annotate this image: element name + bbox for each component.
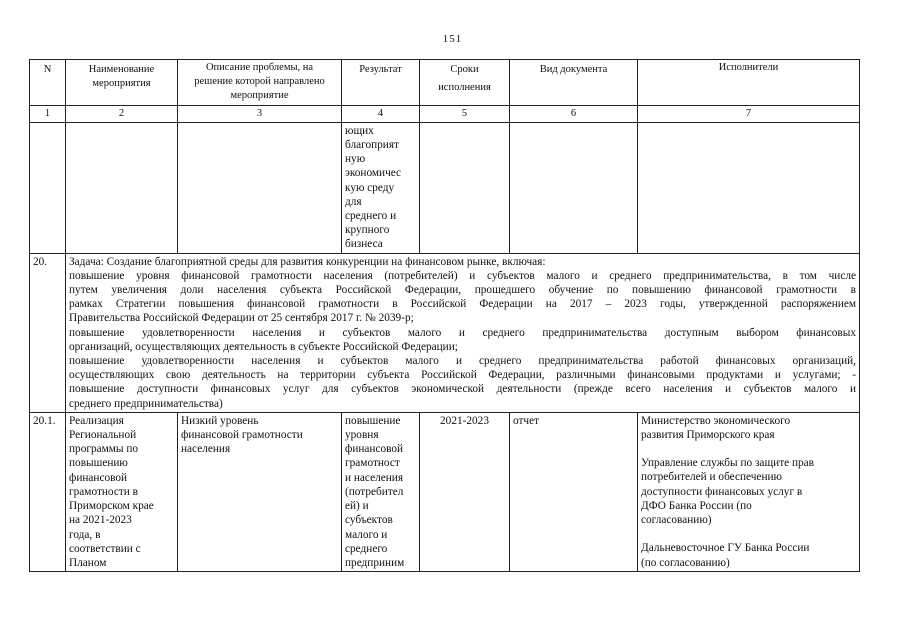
task-description: Задача: Создание благоприятной среды для развития конкуренции на финансовом рынке, включая: повышение уровня финансовой грамотности населения (потребителей) и субъектов малого и среднего предпринимательства, в том числе путем увеличения доли населения субъекта Российской Федерации, прошедшего обучение по повышению финансовой грамотности в рамках Стратегии повышения финансовой грамотности в Российской Федерации на 2017 – 2023 годы, утвержденной распоряжением Правительства Российской Федерации от 25 сентября 2017 г. № 2039-р; повышение удовлетворенности населения и субъектов малого и среднего предпринимательства доступным выбором финансовых организаций, осуществляющих деятельность в субъекте Российской Федерации; повышение удовлетворенности населения и субъектов малого и среднего предпринимательства работой финансовых организаций, осуществляющих свою деятельность на территории субъекта Российской Федерации, различными финансовыми продуктами и услугами; - повышение доступности финансовых услуг для субъектов экономической деятельности (прежде всего населения и субъектов малого и среднего предпринимательства)	[66, 253, 860, 412]
item-row	[30, 412, 860, 571]
continuation-problem-cell	[178, 122, 342, 253]
header-name: Наименование мероприятия	[66, 60, 178, 106]
continuation-row	[30, 122, 860, 253]
item-doc-type: отчет	[510, 412, 638, 571]
column-numbers-row	[30, 105, 860, 122]
continuation-number-cell	[30, 122, 66, 253]
continuation-doc-cell	[510, 122, 638, 253]
header-executors: Исполнители	[638, 60, 860, 106]
column-number: 4	[342, 105, 420, 122]
header-number: N	[30, 60, 66, 106]
item-term: 2021-2023	[420, 412, 510, 571]
item-number: 20.1.	[30, 412, 66, 571]
continuation-result-cell: ющих благоприят ную экономичес кую среду для среднего и крупного бизнеса	[342, 122, 420, 253]
item-executors: Министерство экономического развития Приморского края Управление службы по защите прав потребителей и обеспечению доступности финансовых услуг в ДФО Банка России (по согласованию) Дальневосточное ГУ Банка России (по согласованию)	[638, 412, 860, 571]
task-number: 20.	[30, 253, 66, 412]
continuation-name-cell	[66, 122, 178, 253]
item-problem: Низкий уровень финансовой грамотности населения	[178, 412, 342, 571]
column-number: 2	[66, 105, 178, 122]
measures-table	[29, 59, 860, 572]
continuation-term-cell	[420, 122, 510, 253]
continuation-executors-cell	[638, 122, 860, 253]
header-result: Результат	[342, 60, 420, 106]
page-number: 151	[442, 33, 463, 45]
header-doc-type: Вид документа	[510, 60, 638, 106]
column-number: 6	[510, 105, 638, 122]
task-row	[30, 253, 860, 412]
column-number: 7	[638, 105, 860, 122]
item-result: повышение уровня финансовой грамотност и населения (потребител ей) и субъектов малого и среднего предприним	[342, 412, 420, 571]
column-number: 1	[30, 105, 66, 122]
header-term: Сроки исполнения	[420, 60, 510, 106]
header-problem: Описание проблемы, на решение которой направлено мероприятие	[178, 60, 342, 106]
column-number: 5	[420, 105, 510, 122]
header-row	[30, 60, 860, 106]
item-name: Реализация Региональной программы по повышению финансовой грамотности в Приморском крае на 2021-2023 года, в соответствии с Планом	[66, 412, 178, 571]
column-number: 3	[178, 105, 342, 122]
